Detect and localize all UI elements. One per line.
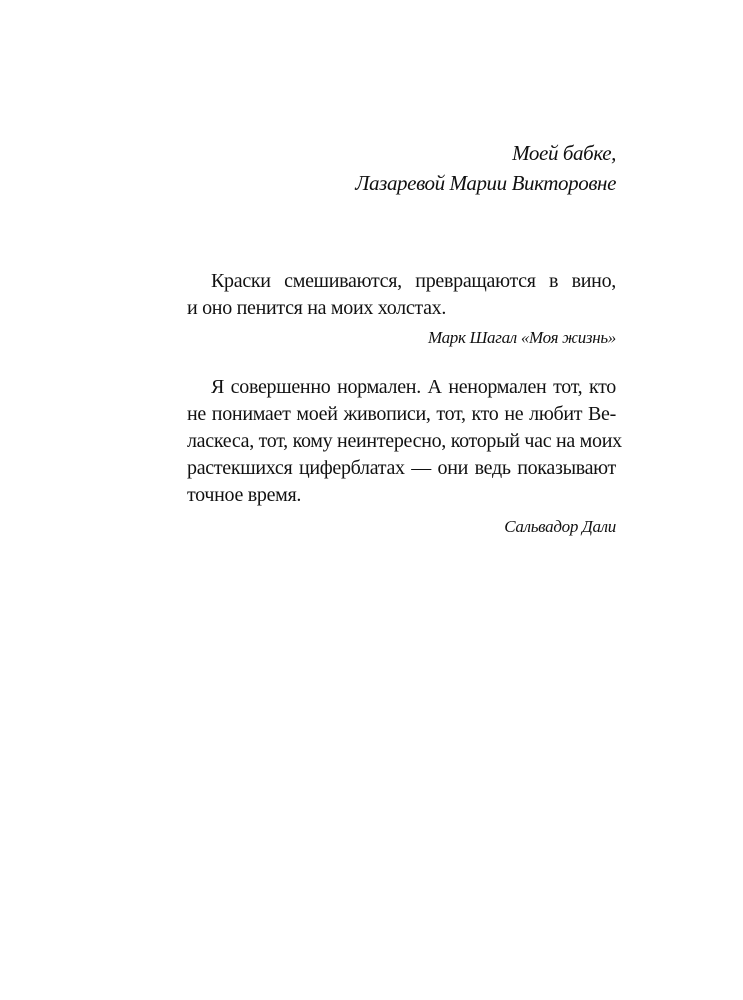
quote-line: Краски смешиваются, превращаются в вино, (211, 270, 616, 292)
dedication-line: Лазаревой Марии Викторовне (355, 171, 616, 195)
epigraph-quote (187, 374, 622, 509)
epigraph-quote (187, 268, 616, 322)
epigraph-dali (187, 374, 622, 539)
quote-line: Я совершенно нормален. А ненормален тот, кто (211, 376, 616, 398)
epigraph-attribution: Марк Шагал «Моя жизнь» (427, 328, 616, 347)
quote-line: растекшихся циферблатах — они ведь показывают (187, 457, 616, 479)
dedication (355, 138, 616, 198)
dedication-line: Моей бабке, (512, 141, 616, 165)
quote-line: не понимает моей живописи, тот, кто не любит Ве- (187, 403, 616, 425)
epigraph-chagall (187, 268, 616, 350)
epigraph-attribution: Сальвадор Дали (504, 517, 616, 536)
quote-line: точное время. (187, 484, 302, 506)
quote-line: и оно пенится на моих холстах. (187, 297, 447, 319)
quote-line: ласкеса, тот, кому неинтересно, который час на моих (187, 430, 622, 452)
